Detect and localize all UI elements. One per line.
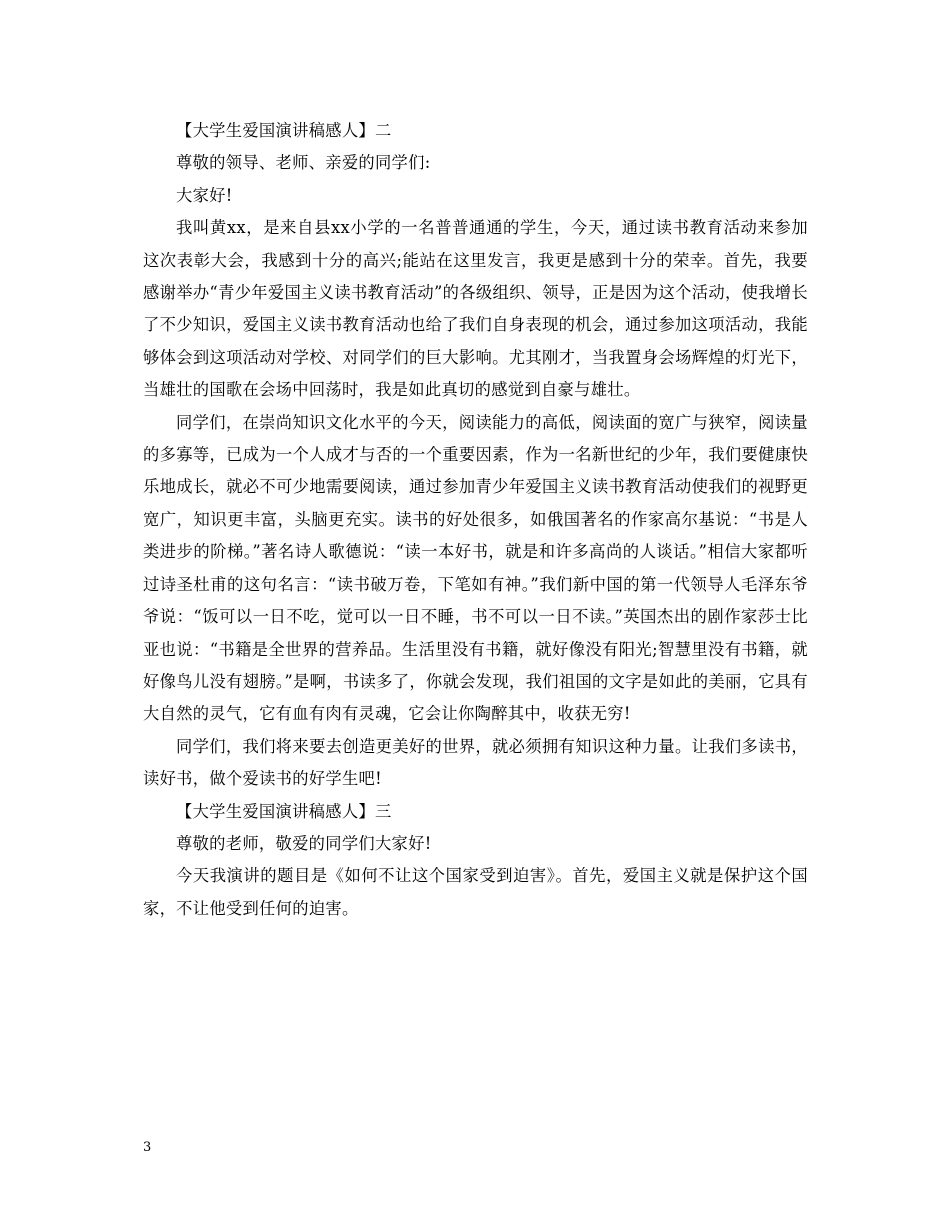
page-number: 3 — [143, 1140, 152, 1155]
document-body — [143, 115, 808, 925]
salutation: 尊敬的领导、老师、亲爱的同学们: — [176, 153, 431, 173]
greeting: 大家好! — [176, 185, 233, 205]
paragraph-intro: 我叫黄xx，是来自县xx小学的一名普普通通的学生，今天，通过读书教育活动来参加这次表彰大会，我感到十分的高兴;能站在这里发言，我更是感到十分的荣幸。首先，我要感谢举办“青少年爱国主义读书教育活动”的各级组织、领导，正是因为这个活动，使我增长了不少知识，爱国主义读书教育活动也给了我们自身表现的机会，通过参加这项活动，我能够体会到这项活动对学校、对同学们的巨大影响。尤其刚才，当我置身会场辉煌的灯光下，当雄壮的国歌在会场中回荡时，我是如此真切的感觉到自豪与雄壮。 — [143, 218, 808, 400]
section-heading-3: 【大学生爱国演讲稿感人】三 — [176, 801, 392, 821]
paragraph-reading: 同学们，在崇尚知识文化水平的今天，阅读能力的高低，阅读面的宽广与狭窄，阅读量的多寡等，已成为一个人成才与否的一个重要因素，作为一名新世纪的少年，我们要健康快乐地成长，就必不可少地需要阅读，通过参加青少年爱国主义读书教育活动使我们的视野更宽广，知识更丰富，头脑更充实。读书的好处很多，如俄国著名的作家高尔基说：“书是人类进步的阶梯。”著名诗人歌德说：“读一本好书，就是和许多高尚的人谈话。”相信大家都听过诗圣杜甫的这句名言：“读书破万卷，下笔如有神。”我们新中国的第一代领导人毛泽东爷爷说：“饭可以一日不吃，觉可以一日不睡，书不可以一日不读。”英国杰出的剧作家莎士比亚也说：“书籍是全世界的营养品。生活里没有书籍，就好像没有阳光;智慧里没有书籍，就好像鸟儿没有翅膀。”是啊，书读多了，你就会发现，我们祖国的文字是如此的美丽，它具有大自然的灵气，它有血有肉有灵魂，它会让你陶醉其中，收获无穷! — [143, 412, 808, 724]
paragraph-topic: 今天我演讲的题目是《如何不让这个国家受到迫害》。首先，爱国主义就是保护这个国家，不让他受到任何的迫害。 — [143, 866, 808, 918]
paragraph-closing: 同学们，我们将来要去创造更美好的世界，就必须拥有知识这种力量。让我们多读书，读好书，做个爱读书的好学生吧! — [143, 736, 808, 789]
section-heading-2: 【大学生爱国演讲稿感人】二 — [176, 121, 392, 140]
salutation-2: 尊敬的老师，敬爱的同学们大家好! — [176, 833, 432, 853]
